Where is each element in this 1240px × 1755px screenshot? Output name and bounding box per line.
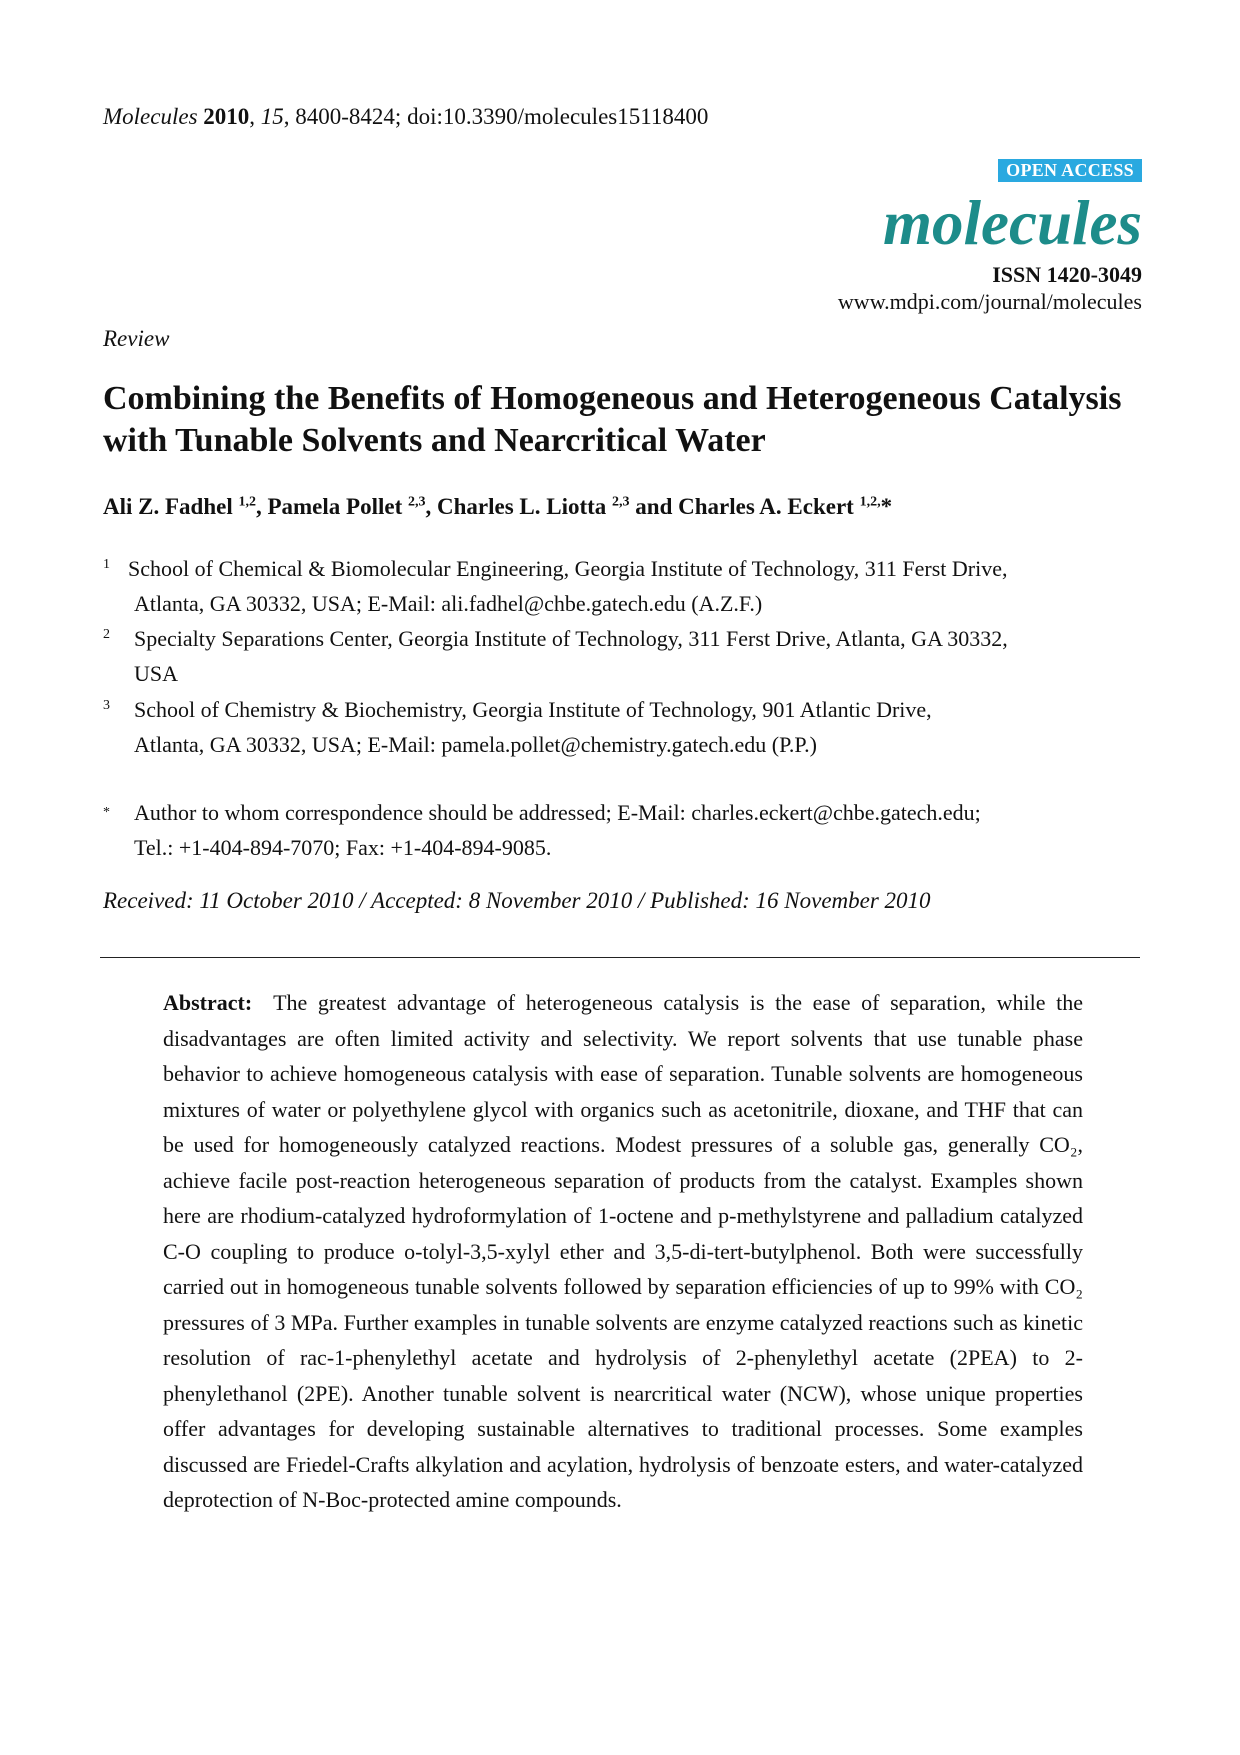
affiliation-1: 1 School of Chemical & Biomolecular Engineering, Georgia Institute of Technology, 311 Ferst Drive, Atlanta, GA 30332, USA; E-Mail: ali.fadhel@chbe.gatech.edu (A.Z.F.): [103, 551, 1143, 621]
abstract-text: The greatest advantage of heterogeneous catalysis is the ease of separation, while the disadvantages are often limited activity and selectivity. We report solvents that use tunable phase behavior to achieve homogeneous catalysis with ease of separation. Tunable solvents are homogeneous mixtures of water or polyethylene glycol with organics such as acetonitrile, dioxane, and THF that can be used for homogeneously catalyzed reactions. Modest pressures of a soluble gas, generally CO₂, achieve facile post-reaction heterogeneous separation of products from the catalyst. Examples shown here are rhodium-catalyzed hydroformylation of 1-octene and p-methylstyrene and palladium catalyzed C-O coupling to produce o-tolyl-3,5-xylyl ether and 3,5-di-tert-butylphenol. Both were successfully carried out in homogeneous tunable solvents followed by separation efficiencies of up to 99% with CO₂ pressures of 3 MPa. Further examples in tunable solvents are enzyme catalyzed reactions such as kinetic resolution of rac-1-phenylethyl acetate and hydrolysis of 2-phenylethyl acetate (2PEA) to 2-phenylethanol (2PE). Another tunable solvent is nearcritical water (NCW), whose unique properties offer advantages for developing sustainable alternatives to traditional processes. Some examples discussed are Friedel-Crafts alkylation and acylation, hydrolysis of benzoate esters, and water-catalyzed deprotection of N-Boc-protected amine compounds.: [163, 990, 1083, 1512]
issn: ISSN 1420-3049: [992, 262, 1142, 287]
author-name: Ali Z. Fadhel: [103, 494, 233, 519]
author-affil-sup: 2,3: [612, 494, 630, 510]
author-affil-sup: 1,2: [238, 494, 256, 510]
author-name: Charles L. Liotta: [436, 494, 607, 519]
affiliation-mark: 1: [103, 557, 110, 572]
author-affil-sup: 1,2,: [859, 494, 881, 510]
affiliation-mark: 3: [103, 698, 110, 713]
citation-journal: Molecules: [103, 104, 198, 129]
author-name: Charles A. Eckert: [678, 494, 854, 519]
citation-line: Molecules 2010, 15, 8400-8424; doi:10.3390/molecules15118400: [103, 104, 709, 129]
corresponding-mark: *: [880, 494, 893, 519]
publication-dates: Received: 11 October 2010 / Accepted: 8 November 2010 / Published: 16 November 2010: [103, 888, 931, 913]
author-name: Pamela Pollet: [267, 494, 403, 519]
affiliation-3: 3 School of Chemistry & Biochemistry, Georgia Institute of Technology, 901 Atlantic Drive, Atlanta, GA 30332, USA; E-Mail: pamela.pollet@chemistry.gatech.edu (P.P.): [103, 692, 1143, 762]
section-divider: [100, 957, 1140, 958]
correspondence-mark: *: [103, 805, 110, 820]
citation-pages-doi: , 8400-8424; doi:10.3390/molecules15118400: [283, 104, 709, 129]
affiliation-2: 2 Specialty Separations Center, Georgia Institute of Technology, 311 Ferst Drive, Atlanta, GA 30332, USA: [103, 621, 1143, 691]
affiliation-mark: 2: [103, 627, 110, 642]
article-type: Review: [103, 326, 170, 351]
author-affil-sup: 2,3: [407, 494, 426, 510]
citation-year: 2010: [203, 104, 250, 129]
abstract-label: Abstract:: [163, 990, 253, 1015]
abstract: [163, 985, 1083, 1518]
paper-title: Combining the Benefits of Homogeneous and Heterogeneous Catalysis with Tunable Solvents and Nearcritical Water: [103, 380, 1122, 459]
journal-website[interactable]: www.mdpi.com/journal/molecules: [837, 289, 1142, 314]
open-access-badge: OPEN ACCESS: [998, 159, 1142, 182]
citation-volume: 15: [260, 104, 284, 129]
correspondence-note: * Author to whom correspondence should be addressed; E-Mail: charles.eckert@chbe.gatech.edu; Tel.: +1-404-894-7070; Fax: +1-404-894-9085.: [103, 795, 1143, 865]
author-list: Ali Z. Fadhel $^{1,2}$, Pamela Pollet $^{2,3}$, Charles L. Liotta $^{2,3}$ and Charles A. Eckert $^{1,2,}$*: [103, 494, 893, 519]
journal-logo: molecules: [883, 188, 1142, 258]
